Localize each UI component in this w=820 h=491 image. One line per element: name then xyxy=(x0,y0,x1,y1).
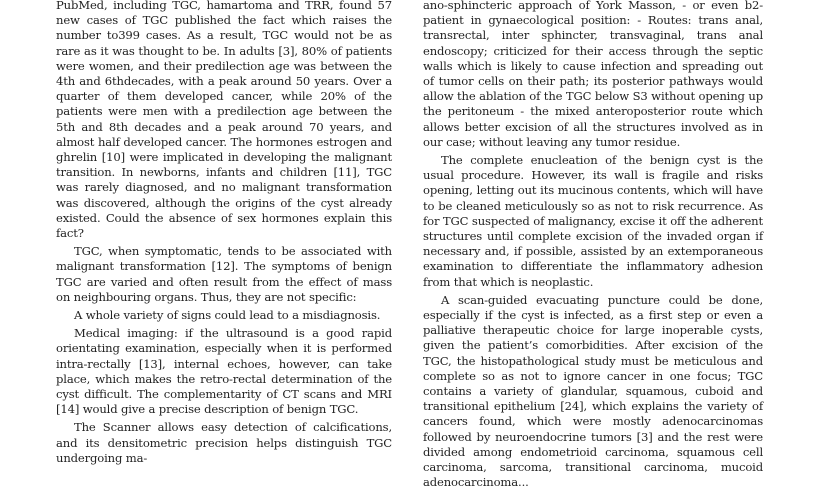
left-column xyxy=(56,0,392,466)
paragraph: A scan-guided evacuating puncture could be done, especially if the cyst is infected, as a first step or even a palliative therapeutic choice for large inoperable cysts, given the patient’s comorbidities. After excision of the TGC, the histopathological study must be meticulous and complete so as not to ignore cancer in one focus; TGC contains a variety of glandular, squamous, cuboid and transitional epithelium [24], which explains the variety of cancers found, which were mostly adenocarcinomas followed by neuroendocrine tumors [3] and the rest were divided among endometrioid carcinoma, squamous cell carcinoma, sarcoma, transitional carcinoma, mucoid adenocarcinoma... xyxy=(423,292,763,490)
paragraph: ano-sphincteric approach of York Masson, - or even b2- patient in gynaecological position: - Routes: trans anal, transrectal, inter sphincter, transvaginal, trans anal endoscopy; criticized for their access through the septic walls which is likely to cause infection and spreading out of tumor cells on their path; its posterior pathways would allow the ablation of the TGC below S3 without opening up the peritoneum - the mixed anteroposterior route which allows better excision of all the structures involved as in our case; without leaving any tumor residue. xyxy=(423,0,763,149)
right-column xyxy=(423,0,763,491)
paragraph: A whole variety of signs could lead to a misdiagnosis. xyxy=(74,308,381,323)
paragraph: The Scanner allows easy detection of calcifications, and its densitometric precision helps distinguish TGC undergoing ma- xyxy=(56,420,392,465)
paragraph: The complete enucleation of the benign cyst is the usual procedure. However, its wall is fragile and risks opening, letting out its mucinous contents, which will have to be cleaned meticulously so as not to risk recurrence. As for TGC suspected of malignancy, excise it off the adherent structures until complete excision of the invaded organ if necessary and, if possible, assisted by an extemporaneous examination to differentiate the inflammatory adhesion from that which is neoplastic. xyxy=(423,153,763,289)
paragraph: TGC, when symptomatic, tends to be associated with malignant transformation [12]. The symptoms of benign TGC are varied and often result from the effect of mass on neighbouring organs. Thus, they are not specific: xyxy=(56,244,392,304)
paragraph: Medical imaging: if the ultrasound is a good rapid orientating examination, especially when it is performed intra-rectally [13], internal echoes, however, can take place, which makes the retro-rectal determination of the cyst difficult. The complementarity of CT scans and MRI [14] would give a precise description of benign TGC. xyxy=(56,326,392,417)
paragraph: PubMed, including TGC, hamartoma and TRR, found 57 new cases of TGC published the fact which raises the number to399 cases. As a result, TGC would not be as rare as it was thought to be. In adults [3], 80% of patients were women, and their predilection age was between the 4th and 6thdecades, with a peak around 50 years. Over a quarter of them developed cancer, while 20% of the patients were men with a predilection age between the 5th and 8th decades and a peak around 70 years, and almost half developed cancer. The hormones estrogen and ghrelin [10] were implicated in developing the malignant transition. In newborns, infants and children [11], TGC was rarely diagnosed, and no malignant transformation was discovered, although the origins of the cyst already existed. Could the absence of sex hormones explain this fact? xyxy=(56,0,392,241)
